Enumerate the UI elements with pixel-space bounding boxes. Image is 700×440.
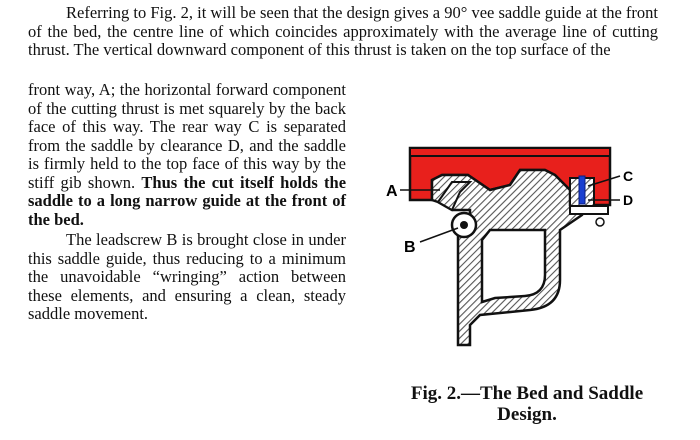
label-c: C: [623, 168, 634, 184]
intro-text: [28, 4, 658, 60]
saddle-top-frame: [410, 148, 610, 156]
bed-hollow: [482, 230, 545, 302]
label-d: D: [623, 192, 634, 208]
label-b: B: [404, 239, 416, 256]
bed-saddle-diagram: [370, 130, 690, 360]
label-a: A: [386, 183, 398, 200]
gib-screw: [596, 218, 604, 226]
bed-saddle-figure: [370, 130, 690, 360]
column-paragraph-1-text: front way, A; the horizontal forward component of the cutting thrust is met squarely by the back face of this way. The rear way C is separated from the saddle by clearance D, and the saddle is firmly held to the top face of this way by the stiff gib shown.: [28, 80, 346, 192]
leader-b: [420, 228, 458, 242]
column-paragraph-1-bold: Thus the cut itself holds the saddle to a long narrow guide at the front of the bed.: [28, 172, 347, 229]
leadscrew-centre: [460, 221, 468, 229]
gib-clamp: [570, 206, 608, 214]
caption-line-1: Fig. 2.—The Bed and Saddle: [410, 383, 644, 404]
caption-line-2: Design.: [497, 404, 557, 425]
intro-paragraph: Referring to Fig. 2, it will be seen that the design gives a 90° vee saddle guide at the front of the bed, the centre line of which coincides approximately with the average line of cutting thrust. The vertical downward component of this thrust is taken on the top surface of the: [28, 3, 658, 59]
gib: [579, 176, 585, 204]
column-paragraph-1: [28, 81, 346, 229]
left-column-text: [28, 81, 346, 324]
figure-caption: [362, 383, 692, 425]
column-paragraph-2: The leadscrew B is brought close in under this saddle guide, thus reducing to a minimum the unavoidable “wringing” action between these elements, and ensuring a clean, steady saddle movement.: [28, 230, 346, 323]
